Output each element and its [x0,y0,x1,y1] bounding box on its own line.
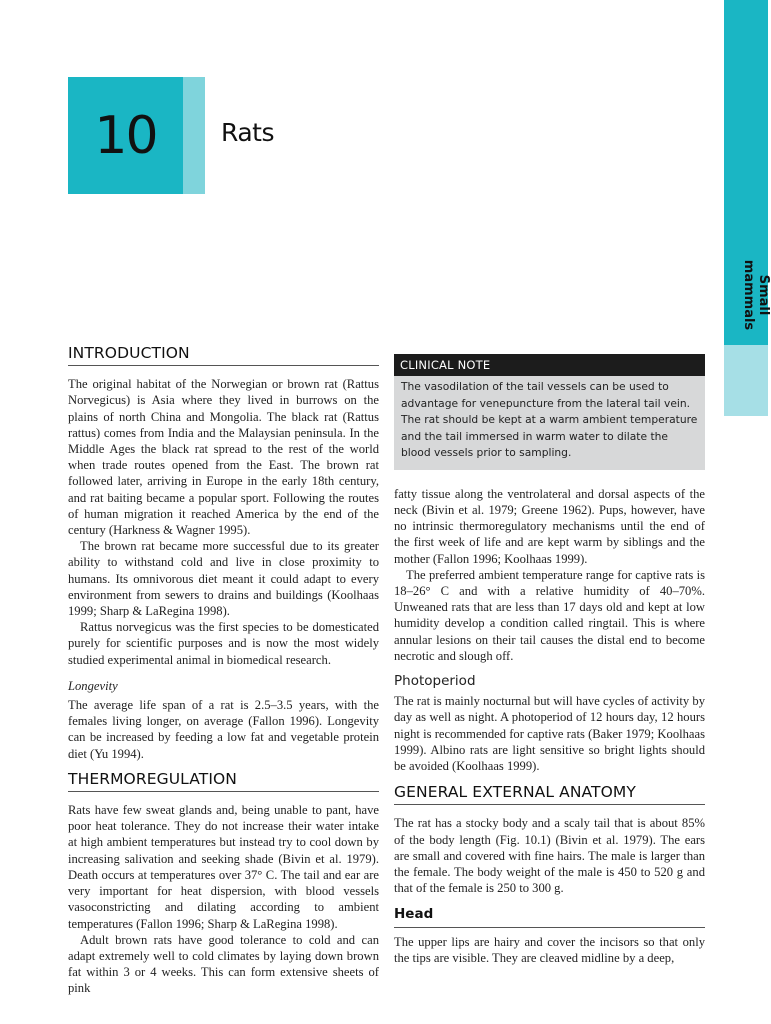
clinical-note-header: CLINICAL NOTE [394,354,705,376]
chapter-title: Rats [221,118,274,147]
chapter-number: 10 [94,105,157,166]
anatomy-paragraph: The rat has a stocky body and a scaly tail that is about 85% of the body length (Fig. 10.1) (Bivin et al. 1979). The ears are small and covered with fine hairs. The male is larger than the female. The body weight of the male is 450 to 520 g and that of the female is 250 to 300 g. [394,816,705,896]
photoperiod-paragraph: The rat is mainly nocturnal but will have cycles of activity by day as well as night. A photoperiod of 12 hours day, 12 hours night is recommended for captive rats (Baker 1979; Koolhaas 1999). Albino rats are light sensitive so bright lights should be avoided (Koolhaas 1999). [394,694,705,773]
left-column [68,345,379,997]
head-heading: Head [394,906,705,927]
intro-paragraph-2: The brown rat became more successful due to its greater ability to withstand cold and live in close proximity to humans. Its omnivorous diet meant it could adapt to every environment from sewers to drains and buildings (Koolhaas 1999; Sharp & LaRegina 1998). [68,539,379,619]
general-anatomy-heading: GENERAL EXTERNAL ANATOMY [394,784,705,805]
clinical-note-body: The vasodilation of the tail vessels can be used to advantage for venepuncture from the lateral tail vein. The rat should be kept at a warm ambient temperature and the tail immersed in warm water to dilate the blood vessels prior to sampling. [401,380,698,460]
longevity-heading: Longevity [68,678,118,693]
intro-paragraph-1: The original habitat of the Norwegian or brown rat (Rattus Norvegicus) is Asia where they lived in burrows on the plains of north China and Mongolia. The black rat (Rattus rattus) comes from India and the Malaysian peninsula. In the Middle Ages the black rat spread to the rest of the world when trade routes opened from the East. The brown rat followed later, arriving in Europe in the early 18th century, and rat baiting became a popular sport. Following the routes of human migration it reached America by the end of the century (Harkness & Wagner 1995). [68,377,379,538]
clinical-note-box [394,354,705,470]
thermo-paragraph-2: Adult brown rats have good tolerance to cold and can adapt extremely well to cold climates by laying down brown fat within 3 or 4 weeks. This can form extensive sheets of pink [68,932,379,996]
introduction-heading: INTRODUCTION [68,345,379,366]
thermo-continued-paragraph: fatty tissue along the ventrolateral and dorsal aspects of the neck (Bivin et al. 1979; Greene 1962). Pups, however, have no intrinsic thermoregulatory mechanisms until the end of the first week of life and are kept warm by siblings and the mother (Fallon 1996; Koolhaas 1999). [394,486,705,566]
ambient-temperature-paragraph: The preferred ambient temperature range for captive rats is 18–26° C and with a relative humidity of 40–70%. Unweaned rats that are less than 17 days old and kept at low humidity develop a condition called ringtail. This is where annular lesions on their tail causes the distal end to become necrotic and slough off. [394,567,705,663]
photoperiod-heading: Photoperiod [394,672,476,689]
longevity-paragraph: The average life span of a rat is 2.5–3.5 years, with the females living longer, on average (Fallon 1996). Longevity can be increased by feeding a low fat and vegetable protein diet (Yu 1994). [68,698,379,761]
thermoregulation-heading: THERMOREGULATION [68,771,379,792]
head-paragraph: The upper lips are hairy and cover the incisors so that only the tips are visible. They are cleaved midline by a deep, [394,934,705,965]
chapter-box-stripe [183,77,205,194]
side-tab-label: Small mammals [741,259,771,331]
side-tab-accent [724,345,768,416]
right-column [394,354,705,966]
intro-paragraph-3: Rattus norvegicus was the first species to be domesticated purely for scientific purposes and is now the most widely studied experimental animal in biomedical research. [68,620,379,667]
thermo-paragraph-1: Rats have few sweat glands and, being unable to pant, have poor heat tolerance. They do not increase their water intake at high ambient temperatures but instead try to cool down by increasing salivation and seeking shade (Bivin et al. 1979). Death occurs at temperatures over 37° C. The tail and ear are very important for heat dispersion, with blood vessels vasoconstricting and dilating according to ambient temperatures (Fallon 1996; Sharp & LaRegina 1998). [68,803,379,931]
